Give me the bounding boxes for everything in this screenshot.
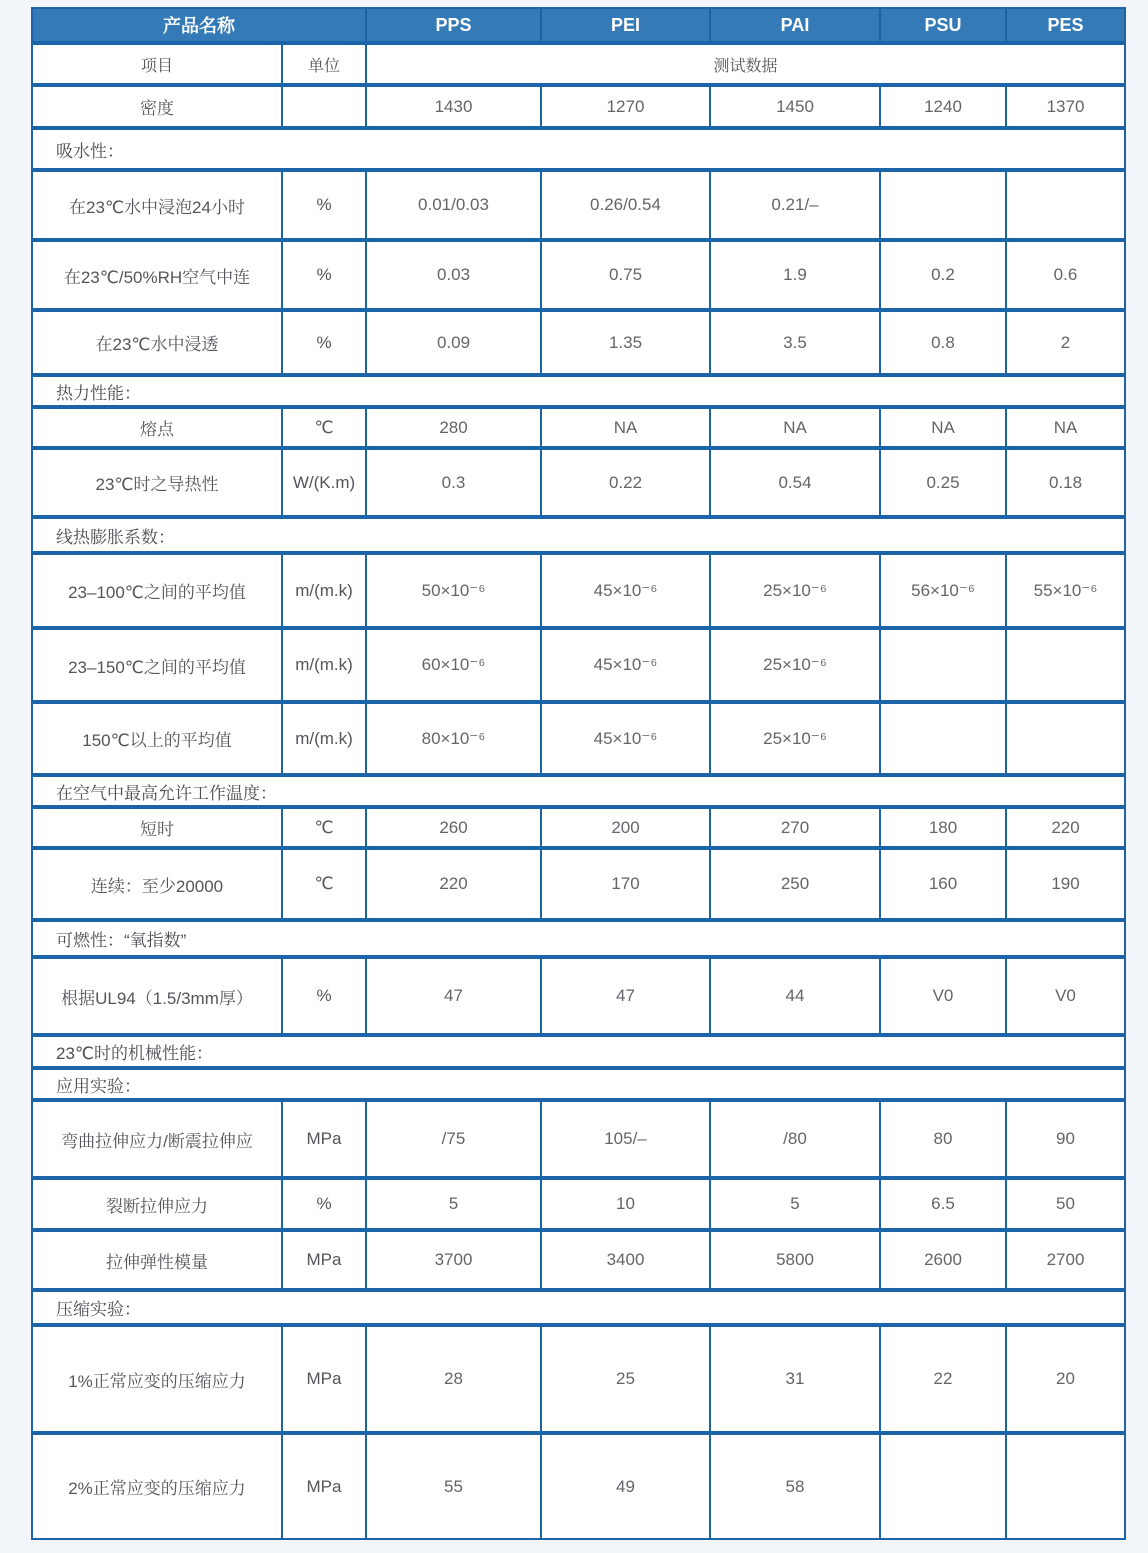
table-row [31,1178,1126,1230]
value-cell: 2 [1060,332,1071,352]
row-label-cell: 2%正常应变的压缩应力 [33,1435,283,1538]
value-cell: 25 [542,1327,711,1431]
value-cell: 3400 [542,1232,711,1288]
value-cell: 200 [542,809,711,846]
value-cell: 0.26/0.54 [542,172,711,238]
section-row [31,517,1126,553]
row-label-cell: 拉伸弹性模量 [33,1232,283,1288]
value-cell: 58 [711,1435,881,1538]
value-cell [881,630,1007,700]
value-cell: 0.54 [711,450,881,515]
section-label: 吸水性： [56,141,124,161]
value-cell: 0.01/0.03 [367,172,542,238]
section-row [31,375,1126,407]
value-cell [881,1435,1007,1538]
value-cell: 25×10⁻⁶ [711,704,881,773]
table-row [31,170,1126,240]
table-row [31,553,1126,628]
value-cell: 105/– [542,1102,711,1176]
value-cell: 180 [881,809,1007,846]
spec-table [31,7,1126,1540]
value-cell: 270 [711,809,881,846]
value-cell: 3700 [367,1232,542,1288]
value-cell [1007,1435,1124,1538]
value-cell [1007,172,1124,238]
value-cell: 0.09 [367,312,542,373]
row-label-cell: 密度 [33,87,283,126]
value-cell: 0.03 [367,242,542,308]
value-cell: 0.22 [542,450,711,515]
row-label-cell: 连续：至少20000 [33,850,283,918]
section-label: 在空气中最高允许工作温度： [56,783,277,803]
value-cell: 1450 [711,87,881,126]
table-row [31,407,1126,448]
value-cell: NA [1053,417,1078,437]
table-row [31,628,1126,702]
section-label: 线热膨胀系数： [56,527,175,547]
value-cell: 31 [711,1327,881,1431]
value-cell: 280 [367,409,542,446]
section-label: 23℃时的机械性能： [56,1044,214,1063]
row-label-cell: 短时 [33,809,283,846]
value-cell: 0.18 [1048,472,1083,492]
value-cell: 50×10⁻⁶ [367,555,542,626]
value-cell: 45×10⁻⁶ [542,555,711,626]
row-label-cell: 在23℃/50%RH空气中连 [33,242,283,308]
value-cell: 3.5 [711,312,881,373]
row-label-cell: 熔点 [33,409,283,446]
table-row [31,310,1126,375]
value-cell: NA [711,409,881,446]
unit-cell: ℃ [283,409,367,446]
unit-cell: % [283,172,367,238]
unit-header-cell: 单位 [283,45,367,83]
value-cell: 55 [367,1435,542,1538]
value-cell: 0.2 [881,242,1007,308]
section-label: 应用实验： [56,1076,141,1096]
table-row [31,702,1126,775]
value-cell [1007,704,1124,773]
value-cell: 25×10⁻⁶ [711,630,881,700]
section-row [31,1290,1126,1325]
value-cell: 44 [711,959,881,1033]
row-label-cell: 150℃以上的平均值 [33,704,283,773]
table-row [31,1100,1126,1178]
value-cell: /80 [711,1102,881,1176]
value-cell: 2600 [881,1232,1007,1288]
unit-cell [283,87,367,126]
value-cell: 0.3 [367,450,542,515]
value-cell [881,704,1007,773]
item-header-cell: 项目 [33,45,283,83]
unit-cell: W/(K.m) [283,450,367,515]
unit-cell: % [283,312,367,373]
section-row [31,1035,1126,1068]
value-cell: 80 [881,1102,1007,1176]
value-cell: 56×10⁻⁶ [881,555,1007,626]
value-cell: 25×10⁻⁶ [711,555,881,626]
value-cell: 90 [1056,1129,1075,1148]
section-row [31,1068,1126,1100]
table-row [31,448,1126,517]
value-cell: 170 [542,850,711,918]
row-label-cell: 在23℃水中浸透 [33,312,283,373]
row-label-cell: 23–150℃之间的平均值 [33,630,283,700]
section-row [31,128,1126,170]
value-cell [1007,630,1124,700]
unit-cell: % [283,959,367,1033]
product-column-header-pai: PAI [711,9,881,41]
value-cell: 60×10⁻⁶ [367,630,542,700]
value-cell: 220 [1051,817,1080,837]
section-row [31,775,1126,807]
product-column-header-pei: PEI [542,9,711,41]
value-cell: 0.21/– [711,172,881,238]
table-body [31,85,1126,1540]
section-label: 可燃性：“氧指数” [56,931,187,950]
value-cell: 1.9 [711,242,881,308]
product-header-row [31,7,1126,43]
unit-cell: ℃ [283,809,367,846]
unit-cell: % [283,242,367,308]
value-cell: 6.5 [881,1180,1007,1228]
table-row [31,1230,1126,1290]
value-cell: 55×10⁻⁶ [1033,580,1098,600]
unit-cell: MPa [283,1435,367,1538]
table-row [31,85,1126,128]
value-cell: 1270 [542,87,711,126]
value-cell: 47 [367,959,542,1033]
value-cell: 47 [542,959,711,1033]
product-column-header-psu: PSU [881,9,1007,41]
value-cell: 22 [881,1327,1007,1431]
value-cell: 0.8 [881,312,1007,373]
table-row [31,1433,1126,1540]
value-cell: 10 [542,1180,711,1228]
row-label-cell: 弯曲拉伸应力/断震拉伸应 [33,1102,283,1176]
table-row [31,1325,1126,1433]
table-row [31,807,1126,848]
row-label-cell: 在23℃水中浸泡24小时 [33,172,283,238]
value-cell: 45×10⁻⁶ [542,630,711,700]
section-row [31,920,1126,957]
unit-cell: MPa [283,1232,367,1288]
value-cell: 2700 [1046,1250,1085,1269]
product-name-header-cell: 产品名称 [33,9,367,41]
value-cell: 1430 [367,87,542,126]
value-cell: 5800 [711,1232,881,1288]
unit-cell: ℃ [283,850,367,918]
value-cell: 50 [1056,1194,1075,1213]
row-label-cell: 根据UL94（1.5/3mm厚） [33,959,283,1033]
value-cell: 5 [367,1180,542,1228]
value-cell: 28 [367,1327,542,1431]
table-row [31,848,1126,920]
value-cell: 190 [1051,874,1080,893]
test-data-header-cell: 测试数据 [713,57,778,75]
unit-cell: m/(m.k) [283,630,367,700]
value-cell: /75 [367,1102,542,1176]
value-cell: 260 [367,809,542,846]
value-cell: 49 [542,1435,711,1538]
value-cell: NA [542,409,711,446]
value-cell: 1.35 [542,312,711,373]
unit-cell: MPa [283,1327,367,1431]
section-label: 压缩实验： [56,1300,141,1319]
value-cell: 160 [881,850,1007,918]
value-cell: 0.25 [881,450,1007,515]
table-row [31,957,1126,1035]
product-column-header-pps: PPS [367,9,542,41]
product-column-header-pes: PES [1007,9,1124,41]
value-cell: 1240 [881,87,1007,126]
subheader-row [31,43,1126,85]
value-cell: 45×10⁻⁶ [542,704,711,773]
value-cell: 1370 [1046,96,1085,116]
table-row [31,240,1126,310]
value-cell: 20 [1056,1369,1075,1388]
value-cell: 220 [367,850,542,918]
value-cell: 80×10⁻⁶ [367,704,542,773]
value-cell: V0 [881,959,1007,1033]
unit-cell: m/(m.k) [283,555,367,626]
value-cell [881,172,1007,238]
value-cell: 5 [711,1180,881,1228]
row-label-cell: 23–100℃之间的平均值 [33,555,283,626]
row-label-cell: 23℃时之导热性 [33,450,283,515]
value-cell: 0.6 [1053,265,1078,284]
value-cell: NA [881,409,1007,446]
value-cell: 0.75 [542,242,711,308]
unit-cell: % [283,1180,367,1228]
unit-cell: m/(m.k) [283,704,367,773]
value-cell: 250 [711,850,881,918]
value-cell: V0 [1055,986,1076,1005]
row-label-cell: 1%正常应变的压缩应力 [33,1327,283,1431]
unit-cell: MPa [283,1102,367,1176]
row-label-cell: 裂断拉伸应力 [33,1180,283,1228]
section-label: 热力性能： [56,383,141,403]
